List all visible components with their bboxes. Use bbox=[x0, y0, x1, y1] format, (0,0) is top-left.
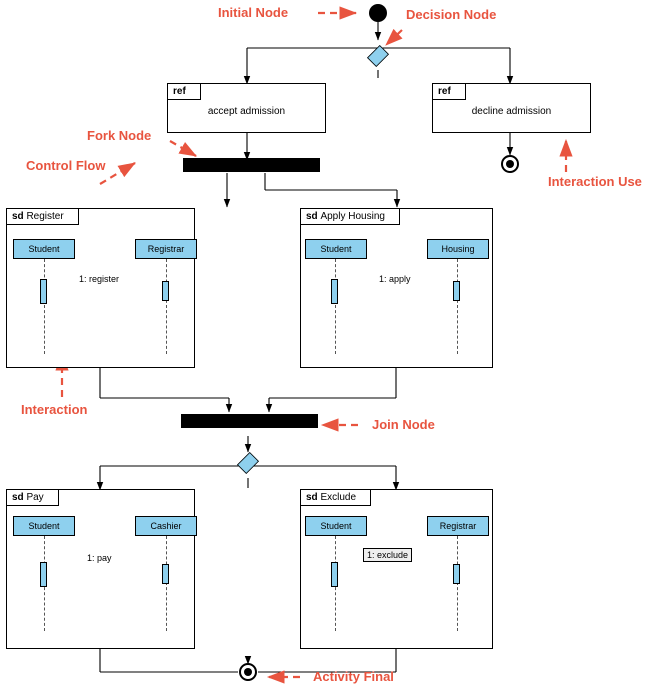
fork-node[interactable] bbox=[183, 158, 320, 172]
lifeline-head-registrar-register[interactable]: Registrar bbox=[135, 239, 197, 259]
lifeline-student-register bbox=[44, 259, 45, 354]
interaction-pay[interactable] bbox=[6, 489, 195, 649]
frame-tag-accept: ref bbox=[168, 84, 201, 100]
message-register: 1: register bbox=[79, 274, 120, 284]
frame-tag-pay: sd Pay bbox=[7, 490, 59, 506]
lifeline-head-student-register[interactable]: Student bbox=[13, 239, 75, 259]
lifeline-student-apply bbox=[335, 259, 336, 354]
merge-node[interactable] bbox=[237, 452, 259, 474]
activation-registrar-register bbox=[162, 281, 169, 301]
lifeline-head-student-pay[interactable]: Student bbox=[13, 516, 75, 536]
annotation-interaction: Interaction bbox=[21, 402, 88, 417]
activation-student-pay bbox=[40, 562, 47, 587]
lifeline-head-student-exclude[interactable]: Student bbox=[305, 516, 367, 536]
interaction-register[interactable] bbox=[6, 208, 195, 368]
lifeline-head-housing-apply[interactable]: Housing bbox=[427, 239, 489, 259]
frame-tag-apply-housing: sd Apply Housing bbox=[301, 209, 400, 225]
message-exclude: 1: exclude bbox=[363, 548, 412, 562]
lifeline-head-registrar-exclude[interactable]: Registrar bbox=[427, 516, 489, 536]
annotation-control-flow: Control Flow bbox=[26, 158, 106, 173]
activation-student-apply bbox=[331, 279, 338, 304]
activation-registrar-exclude bbox=[453, 564, 460, 584]
initial-node[interactable] bbox=[369, 4, 387, 22]
activation-housing-apply bbox=[453, 281, 460, 301]
activation-student-exclude bbox=[331, 562, 338, 587]
lifeline-head-student-apply[interactable]: Student bbox=[305, 239, 367, 259]
interaction-exclude[interactable] bbox=[300, 489, 493, 649]
annotation-join-node: Join Node bbox=[372, 417, 435, 432]
interaction-use-decline-label: decline admission bbox=[471, 106, 552, 117]
lifeline-housing-apply bbox=[457, 259, 458, 354]
lifeline-head-cashier-pay[interactable]: Cashier bbox=[135, 516, 197, 536]
message-pay: 1: pay bbox=[87, 553, 112, 563]
lifeline-registrar-register bbox=[166, 259, 167, 354]
annotation-initial-node: Initial Node bbox=[218, 5, 289, 20]
activation-cashier-pay bbox=[162, 564, 169, 584]
message-apply: 1: apply bbox=[379, 274, 411, 284]
frame-tag-decline: ref bbox=[433, 84, 466, 100]
decision-node[interactable] bbox=[367, 45, 389, 67]
annotation-fork-node: Fork Node bbox=[87, 128, 152, 143]
interaction-use-accept-label: accept admission bbox=[207, 106, 286, 117]
annotation-decision-node: Decision Node bbox=[406, 7, 497, 22]
activity-final-node[interactable] bbox=[239, 663, 257, 681]
interaction-use-decline[interactable] bbox=[432, 83, 591, 133]
interaction-apply-housing[interactable] bbox=[300, 208, 493, 368]
frame-tag-register: sd Register bbox=[7, 209, 79, 225]
flow-final-node[interactable] bbox=[501, 155, 519, 173]
activation-student-register bbox=[40, 279, 47, 304]
frame-tag-exclude: sd Exclude bbox=[301, 490, 371, 506]
annotation-activity-final: Activity Final bbox=[313, 669, 394, 684]
interaction-use-accept[interactable] bbox=[167, 83, 326, 133]
join-node[interactable] bbox=[181, 414, 318, 428]
annotation-interaction-use: Interaction Use bbox=[548, 174, 642, 189]
